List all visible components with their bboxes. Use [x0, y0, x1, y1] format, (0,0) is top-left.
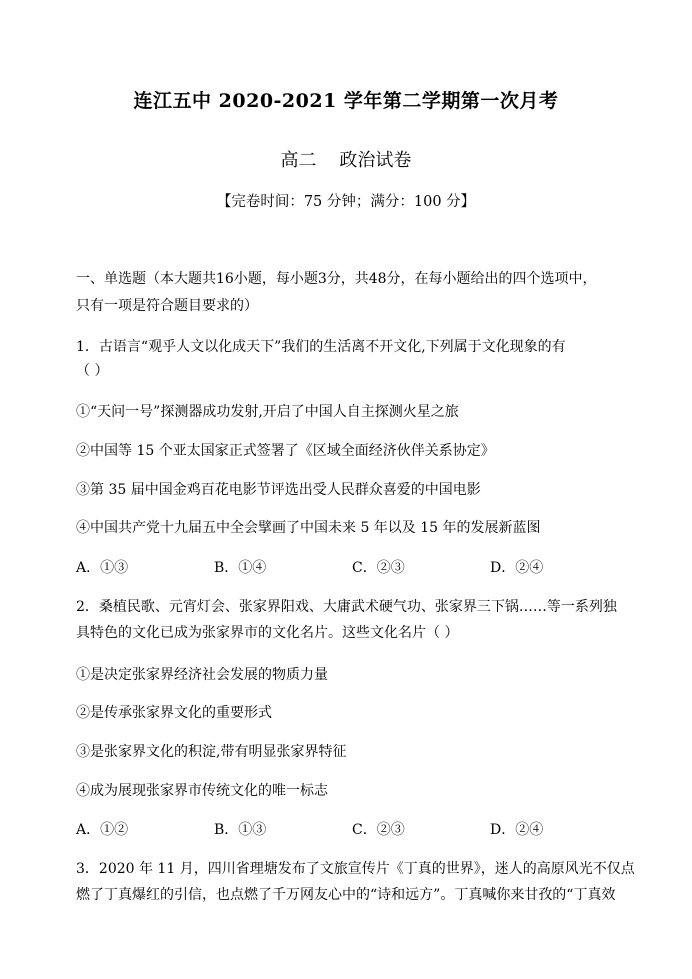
- question-1-option-d[interactable]: D．②④: [490, 560, 544, 576]
- question-3-stem-line-2: 燃了丁真爆红的引信，也点燃了千万网友心中的“诗和远方”。丁真喊你来甘孜的“丁真效: [76, 887, 616, 903]
- question-1-option-c[interactable]: C．②③: [352, 560, 405, 576]
- question-1-option-b[interactable]: B．①④: [214, 560, 267, 576]
- section-instruction-line-1: 一、单选题（本大题共16小题，每小题3分，共48分，在每小题给出的四个选项中，: [76, 271, 597, 287]
- question-2-stem-line-1: 2．桑植民歌、元宵灯会、张家界阳戏、大庸武术硬气功、张家界三下锅……等一系列独: [76, 599, 617, 615]
- question-2-options: [76, 819, 636, 839]
- question-1-stem-line-2: （ ）: [76, 363, 109, 379]
- question-2-option-b[interactable]: B．①③: [214, 822, 267, 838]
- question-1-options: [76, 557, 636, 577]
- exam-subtitle: 高二 政治试卷: [280, 150, 412, 171]
- question-2-item-4: ④成为展现张家界市传统文化的唯一标志: [76, 783, 328, 799]
- exam-time-info: 【完卷时间：75 分钟；满分：100 分】: [216, 194, 476, 210]
- question-1-item-2: ②中国等 15 个亚太国家正式签署了《区域全面经济伙伴关系协定》: [76, 443, 495, 459]
- question-2-option-a[interactable]: A．①②: [76, 822, 129, 838]
- question-1-item-1: ①“天问一号”探测器成功发射,开启了中国人自主探测火星之旅: [76, 404, 459, 420]
- question-2-stem-line-2: 具特色的文化已成为张家界市的文化名片。这些文化名片（ ）: [76, 625, 459, 641]
- question-2-item-2: ②是传承张家界文化的重要形式: [76, 705, 272, 721]
- exam-title: 连江五中 2020-2021 学年第二学期第一次月考: [133, 90, 559, 112]
- question-1-stem-line-1: 1．古语言“观乎人文以化成天下”我们的生活离不开文化,下列属于文化现象的有: [76, 339, 566, 355]
- question-1-option-a[interactable]: A．①③: [76, 560, 129, 576]
- question-3-stem-line-1: 3．2020 年 11 月，四川省理塘发布了文旅宣传片《丁真的世界》，迷人的高原风光不仅点: [76, 861, 635, 877]
- question-1-item-4: ④中国共产党十九届五中全会擘画了中国未来 5 年以及 15 年的发展新蓝图: [76, 520, 541, 536]
- question-2-item-3: ③是张家界文化的积淀,带有明显张家界特征: [76, 744, 347, 760]
- question-2-option-c[interactable]: C．②③: [352, 822, 405, 838]
- question-1-item-3: ③第 35 届中国金鸡百花电影节评选出受人民群众喜爱的中国电影: [76, 482, 481, 498]
- question-2-option-d[interactable]: D．②④: [490, 822, 544, 838]
- question-2-item-1: ①是决定张家界经济社会发展的物质力量: [76, 667, 328, 683]
- section-instruction-line-2: 只有一项是符合题目要求的）: [76, 298, 258, 314]
